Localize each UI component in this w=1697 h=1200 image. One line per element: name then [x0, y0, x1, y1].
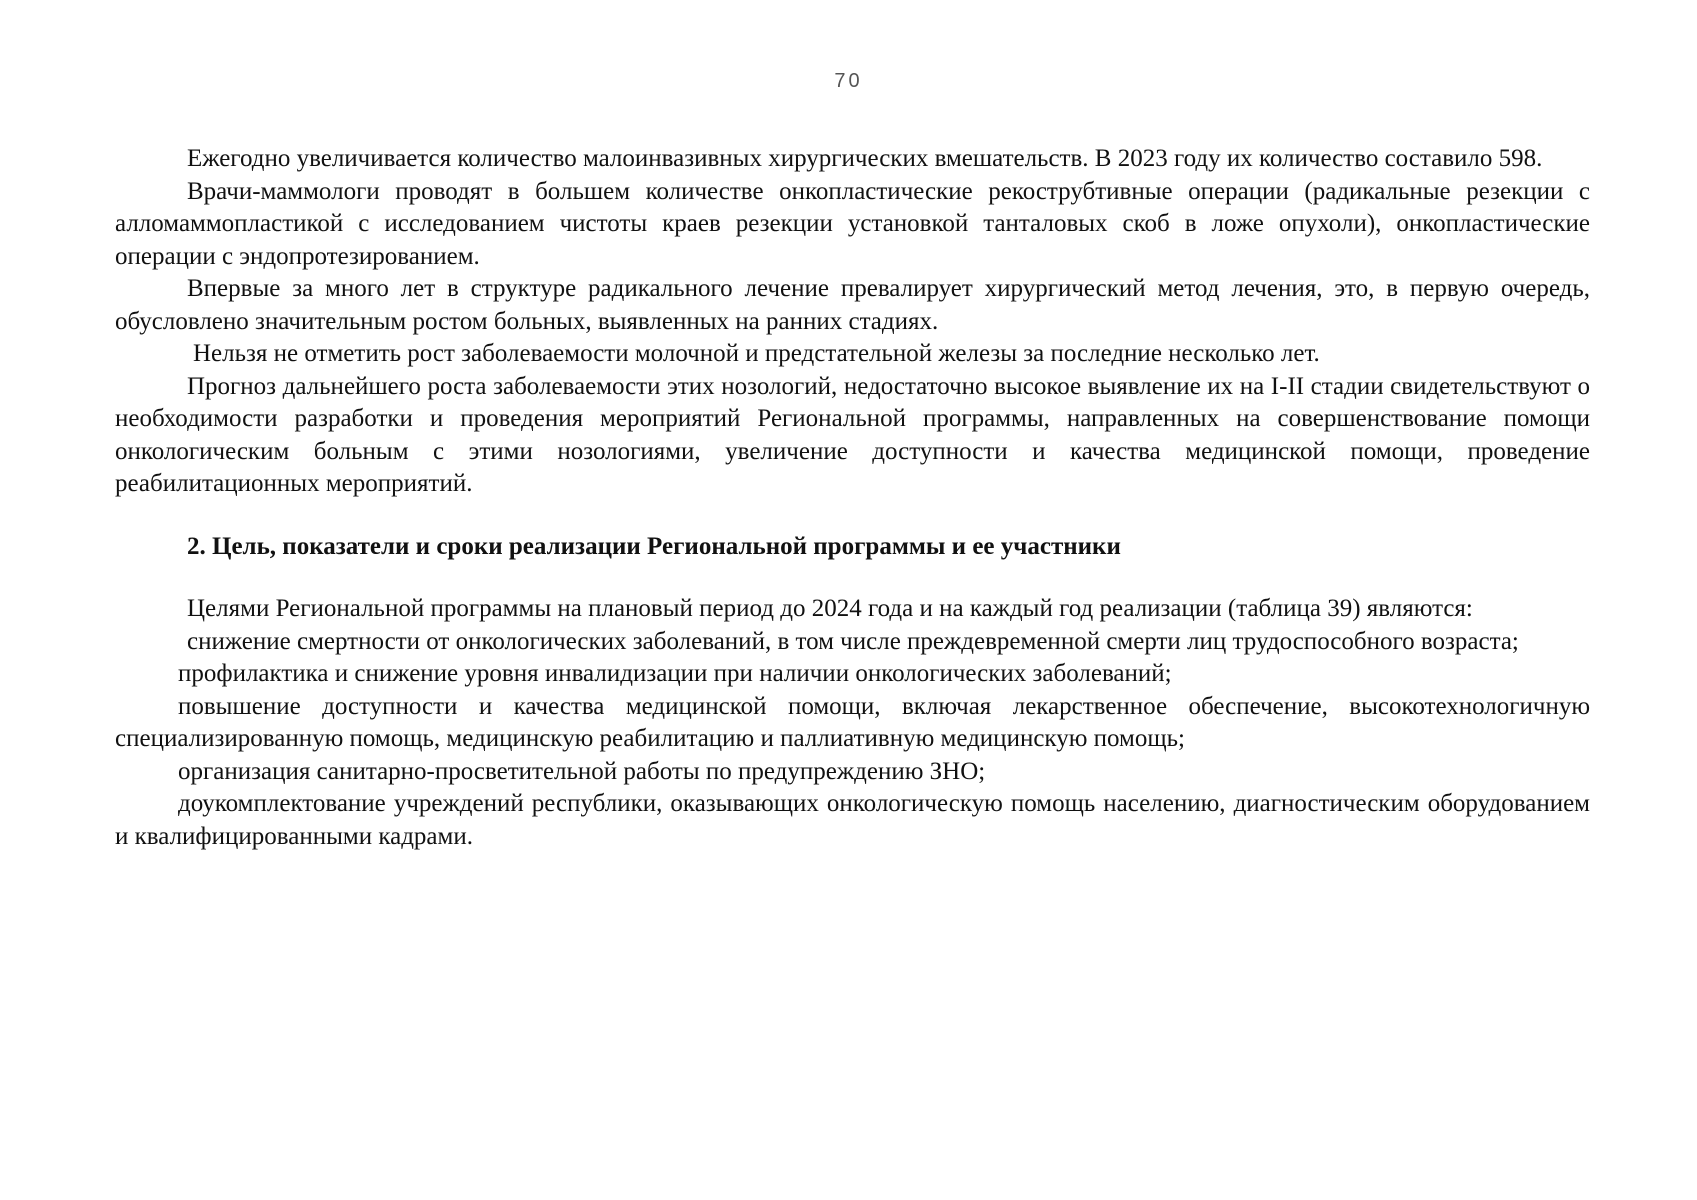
paragraph-incidence-growth: Нельзя не отметить рост заболеваемости молочной и предстательной железы за последние несколько лет.: [193, 340, 1320, 367]
paragraph-minimally-invasive-surgery: Ежегодно увеличивается количество малоинвазивных хирургических вмешательств. В 2023 году их количество составило 598.: [187, 145, 1543, 172]
section-heading: 2. Цель, показатели и сроки реализации Региональной программы и ее участники: [187, 532, 1121, 560]
spacer: [115, 563, 1590, 593]
goal-item-equipment-staffing: доукомплектование учреждений республики, оказывающих онкологическую помощь населению, диагностическим оборудованием и квалифицированными кадрами.: [115, 790, 1590, 850]
document-body: [115, 143, 1590, 853]
goal-item-mortality-reduction: снижение смертности от онкологических заболеваний, в том числе преждевременной смерти лиц трудоспособного возраста;: [187, 627, 1519, 655]
goal-item-care-accessibility: повышение доступности и качества медицинской помощи, включая лекарственное обеспечение, высокотехнологичную специализированную помощь, медицинскую реабилитацию и паллиативную медицинскую помощь;: [115, 692, 1590, 752]
goal-item-disability-prevention: профилактика и снижение уровня инвалидизации при наличии онкологических заболеваний;: [178, 660, 1172, 687]
paragraph-surgical-method-prevails: Впервые за много лет в структуре радикального лечение превалирует хирургический метод лечения, это, в первую очередь, обусловлено значительным ростом больных, выявленных на ранних стадиях.: [115, 275, 1590, 335]
paragraph-goals-intro: Целями Региональной программы на плановый период до 2024 года и на каждый год реализации (таблица 39) являются:: [187, 595, 1473, 622]
goal-item-health-education: организация санитарно-просветительной работы по предупреждению ЗНО;: [178, 757, 986, 785]
paragraph-mammologists-operations: Врачи-маммологи проводят в большем количестве онкопластические рекострубтивные операции (радикальные резекции с алломаммопластикой с исследованием чистоты краев резекции установкой танталовых скоб в ложе опухоли), онкопластические операции с эндопротезированием.: [115, 177, 1590, 270]
paragraph-forecast: Прогноз дальнейшего роста заболеваемости этих нозологий, недостаточно высокое выявление их на I-II стадии свидетельствуют о необходимости разработки и проведения мероприятий Региональной программы, направленных на совершенствование помощи онкологическим больным с этими нозологиями, увеличение доступности и качества медицинской помощи, проведение реабилитационных мероприятий.: [115, 372, 1590, 497]
page-number: 70: [834, 70, 863, 92]
